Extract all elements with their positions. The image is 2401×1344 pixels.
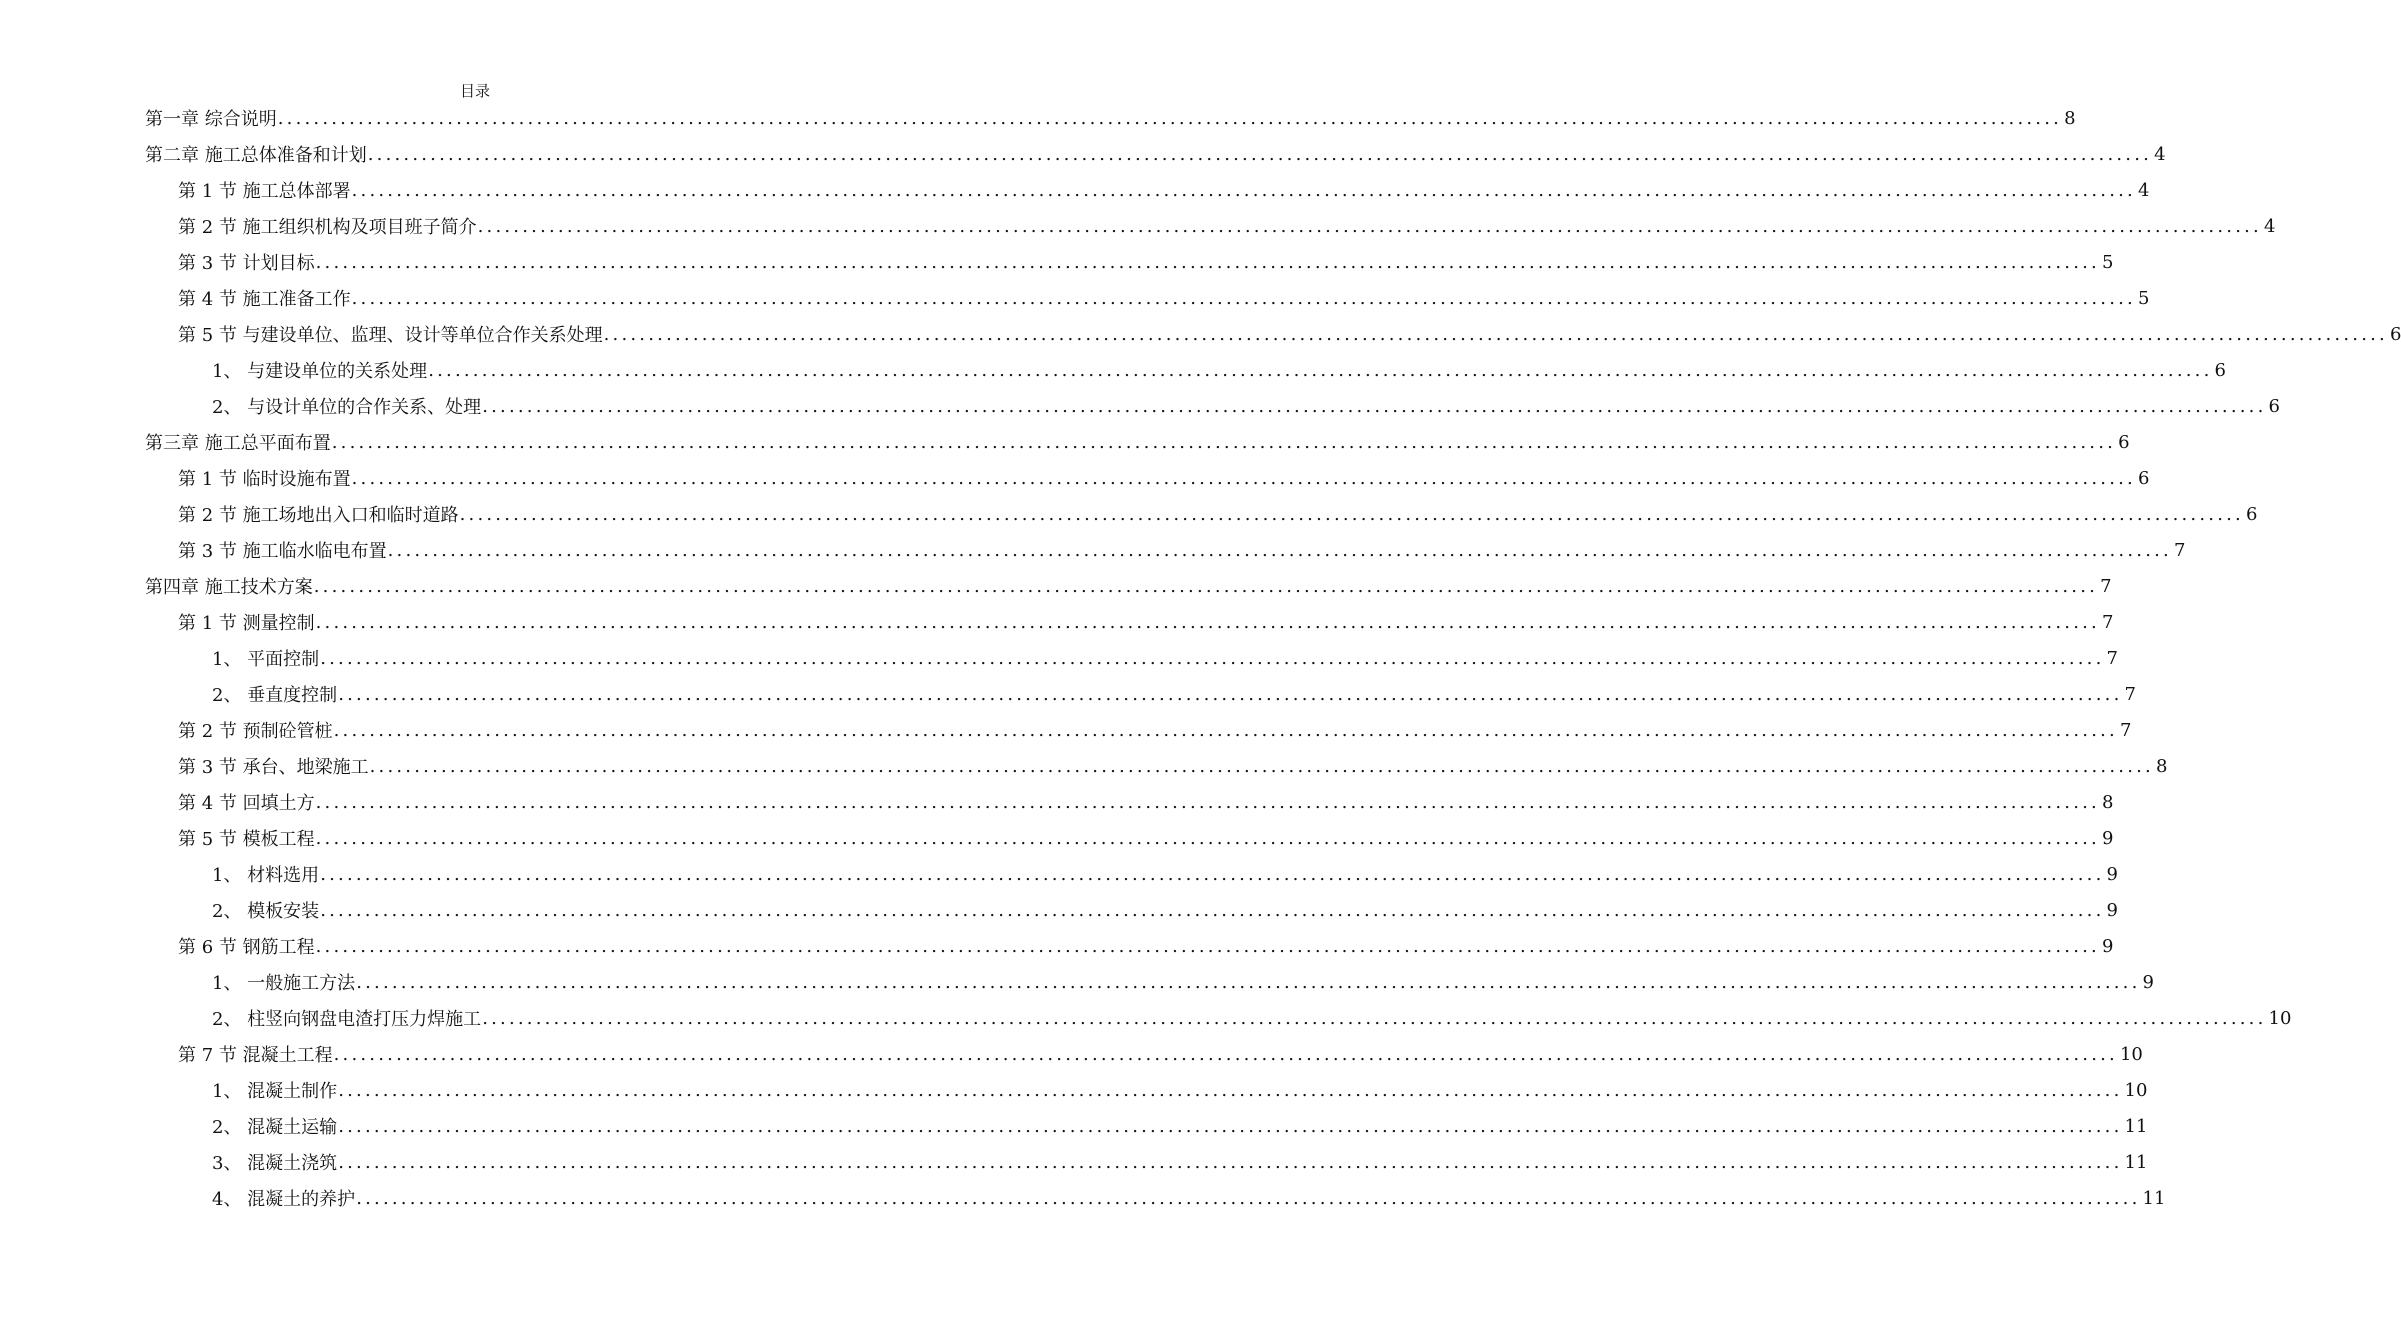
toc-entry-label: 2、 模板安装	[212, 901, 320, 922]
toc-entry[interactable]	[178, 496, 2258, 532]
toc-entry-label: 第 3 节 计划目标	[178, 253, 315, 274]
toc-entry[interactable]	[178, 460, 2150, 496]
toc-leader-dots: ........................................................................................................................................................................................................	[482, 1007, 2267, 1029]
toc-leader-dots: ........................................................................................................................................................................................................	[603, 323, 2388, 345]
toc-page-number: 9	[2101, 827, 2114, 849]
toc-page-number: 10	[2124, 1079, 2148, 1101]
toc-page-number: 11	[2124, 1151, 2148, 1173]
toc-entry-label: 第四章 施工技术方案	[145, 577, 313, 598]
toc-page-number: 5	[2137, 287, 2150, 309]
toc-entry[interactable]	[178, 928, 2114, 964]
toc-entry[interactable]	[178, 172, 2150, 208]
toc-leader-dots: ........................................................................................................................................................................................................	[428, 359, 2213, 381]
toc-entry[interactable]	[178, 280, 2150, 316]
toc-page-number: 9	[2106, 899, 2118, 921]
toc-leader-dots: ........................................................................................................................................................................................................	[338, 1115, 2123, 1137]
toc-page-number: 5	[2101, 251, 2114, 273]
toc-entry-label: 第 4 节 回填土方	[178, 793, 315, 814]
toc-page-number: 6	[2118, 431, 2130, 453]
toc-leader-dots: ........................................................................................................................................................................................................	[367, 143, 2153, 165]
toc-page-number: 11	[2124, 1115, 2148, 1137]
toc-entry-label: 2、 柱竖向钢盘电渣打压力焊施工	[212, 1009, 482, 1030]
toc-leader-dots: ........................................................................................................................................................................................................	[315, 251, 2100, 273]
toc-page-number: 7	[2124, 683, 2136, 705]
toc-entry[interactable]	[212, 856, 2118, 892]
toc-leader-dots: ........................................................................................................................................................................................................	[338, 683, 2123, 705]
toc-entry-label: 第 6 节 钢筋工程	[178, 937, 315, 958]
toc-entry-label: 第 5 节 模板工程	[178, 829, 315, 850]
toc-entry-label: 2、 垂直度控制	[212, 685, 338, 706]
toc-leader-dots: ........................................................................................................................................................................................................	[320, 647, 2105, 669]
toc-entry[interactable]	[178, 748, 2168, 784]
toc-entry[interactable]	[178, 316, 2401, 352]
toc-entry-label: 第 1 节 施工总体部署	[178, 181, 351, 202]
toc-entry[interactable]	[145, 424, 2130, 460]
toc-page-number: 9	[2106, 863, 2118, 885]
toc-entry[interactable]	[212, 388, 2280, 424]
toc-entry[interactable]	[212, 892, 2118, 928]
toc-page-number: 7	[2106, 647, 2118, 669]
toc-page-number: 6	[2214, 359, 2226, 381]
toc-leader-dots: ........................................................................................................................................................................................................	[313, 575, 2099, 597]
toc-entry-label: 1、 与建设单位的关系处理	[212, 361, 428, 382]
toc-leader-dots: ........................................................................................................................................................................................................	[482, 395, 2267, 417]
toc-page-number: 4	[2137, 179, 2150, 201]
toc-entry-label: 第 1 节 测量控制	[178, 613, 315, 634]
toc-page-number: 7	[2119, 719, 2132, 741]
toc-entry-label: 3、 混凝土浇筑	[212, 1153, 338, 1174]
toc-entry[interactable]	[212, 1144, 2148, 1180]
toc-entry[interactable]	[212, 1072, 2148, 1108]
toc-entry[interactable]	[178, 1036, 2143, 1072]
toc-page-number: 6	[2268, 395, 2280, 417]
toc-leader-dots: ........................................................................................................................................................................................................	[351, 179, 2136, 201]
toc-page-number: 8	[2155, 755, 2168, 777]
toc-entry[interactable]	[212, 676, 2136, 712]
toc-page-number: 10	[2119, 1043, 2143, 1065]
toc-entry[interactable]	[178, 604, 2114, 640]
toc-entry-label: 1、 混凝土制作	[212, 1081, 338, 1102]
toc-entry[interactable]	[178, 712, 2132, 748]
toc-leader-dots: ........................................................................................................................................................................................................	[333, 719, 2118, 741]
toc-entry[interactable]	[212, 640, 2118, 676]
toc-page-number: 8	[2101, 791, 2114, 813]
toc-entry[interactable]	[178, 784, 2114, 820]
toc-leader-dots: ........................................................................................................................................................................................................	[315, 827, 2100, 849]
toc-page-number: 6	[2137, 467, 2150, 489]
toc-entry[interactable]	[212, 1108, 2148, 1144]
toc-page-number: 9	[2101, 935, 2114, 957]
toc-page-number: 6	[2245, 503, 2258, 525]
toc-entry-label: 第三章 施工总平面布置	[145, 433, 331, 454]
toc-page-number: 7	[2101, 611, 2114, 633]
toc-leader-dots: ........................................................................................................................................................................................................	[338, 1151, 2123, 1173]
toc-entry-label: 第 3 节 承台、地梁施工	[178, 757, 369, 778]
toc-leader-dots: ........................................................................................................................................................................................................	[320, 899, 2105, 921]
toc-leader-dots: ........................................................................................................................................................................................................	[277, 107, 2063, 129]
toc-entry-label: 1、 一般施工方法	[212, 973, 356, 994]
toc-entry-label: 第一章 综合说明	[145, 109, 277, 130]
toc-leader-dots: ........................................................................................................................................................................................................	[333, 1043, 2118, 1065]
toc-entry-label: 2、 混凝土运输	[212, 1117, 338, 1138]
toc-entry[interactable]	[212, 352, 2226, 388]
toc-entry-label: 第 2 节 施工场地出入口和临时道路	[178, 505, 459, 526]
toc-leader-dots: ........................................................................................................................................................................................................	[356, 1187, 2141, 1209]
toc-page-number: 9	[2142, 971, 2154, 993]
toc-page-number: 7	[2173, 539, 2186, 561]
toc-entry-label: 第二章 施工总体准备和计划	[145, 145, 367, 166]
toc-entry[interactable]	[178, 208, 2276, 244]
toc-entry[interactable]	[212, 964, 2154, 1000]
toc-entry[interactable]	[178, 244, 2114, 280]
toc-entry-label: 第 2 节 施工组织机构及项目班子简介	[178, 217, 477, 238]
toc-entry-label: 1、 平面控制	[212, 649, 320, 670]
toc-entry-label: 第 3 节 施工临水临电布置	[178, 541, 387, 562]
toc-page-number: 4	[2263, 215, 2276, 237]
toc-title: 目录	[459, 82, 490, 100]
toc-entry[interactable]	[212, 1000, 2292, 1036]
toc-leader-dots: ........................................................................................................................................................................................................	[477, 215, 2262, 237]
toc-entry[interactable]	[178, 532, 2186, 568]
toc-leader-dots: ........................................................................................................................................................................................................	[320, 863, 2105, 885]
toc-entry[interactable]	[145, 568, 2112, 604]
toc-entry-label: 2、 与设计单位的合作关系、处理	[212, 397, 482, 418]
toc-entry-label: 第 2 节 预制砼管桩	[178, 721, 333, 742]
toc-page-number: 6	[2389, 323, 2401, 345]
toc-entry-label: 第 7 节 混凝土工程	[178, 1045, 333, 1066]
toc-leader-dots: ........................................................................................................................................................................................................	[315, 935, 2100, 957]
toc-leader-dots: ........................................................................................................................................................................................................	[315, 611, 2100, 633]
toc-entry[interactable]	[145, 136, 2166, 172]
toc-leader-dots: ........................................................................................................................................................................................................	[387, 539, 2172, 561]
toc-leader-dots: ........................................................................................................................................................................................................	[459, 503, 2244, 525]
toc-entry[interactable]	[145, 100, 2076, 136]
toc-leader-dots: ........................................................................................................................................................................................................	[369, 755, 2154, 777]
toc-leader-dots: ........................................................................................................................................................................................................	[315, 791, 2100, 813]
toc-entry-label: 1、 材料选用	[212, 865, 320, 886]
toc-leader-dots: ........................................................................................................................................................................................................	[351, 467, 2136, 489]
toc-leader-dots: ........................................................................................................................................................................................................	[351, 287, 2136, 309]
toc-entry[interactable]	[212, 1180, 2166, 1216]
toc-entry-label: 4、 混凝土的养护	[212, 1189, 356, 1210]
toc-page-number: 4	[2154, 143, 2166, 165]
toc-entry-label: 第 5 节 与建设单位、监理、设计等单位合作关系处理	[178, 325, 603, 346]
toc-leader-dots: ........................................................................................................................................................................................................	[331, 431, 2117, 453]
toc-leader-dots: ........................................................................................................................................................................................................	[338, 1079, 2123, 1101]
toc-leader-dots: ........................................................................................................................................................................................................	[356, 971, 2141, 993]
toc-page-number: 10	[2268, 1007, 2292, 1029]
toc-entry-label: 第 4 节 施工准备工作	[178, 289, 351, 310]
toc-page-number: 8	[2064, 107, 2076, 129]
toc-entry[interactable]	[178, 820, 2114, 856]
toc-page-number: 7	[2100, 575, 2112, 597]
toc-page-number: 11	[2142, 1187, 2166, 1209]
toc-entry-label: 第 1 节 临时设施布置	[178, 469, 351, 490]
